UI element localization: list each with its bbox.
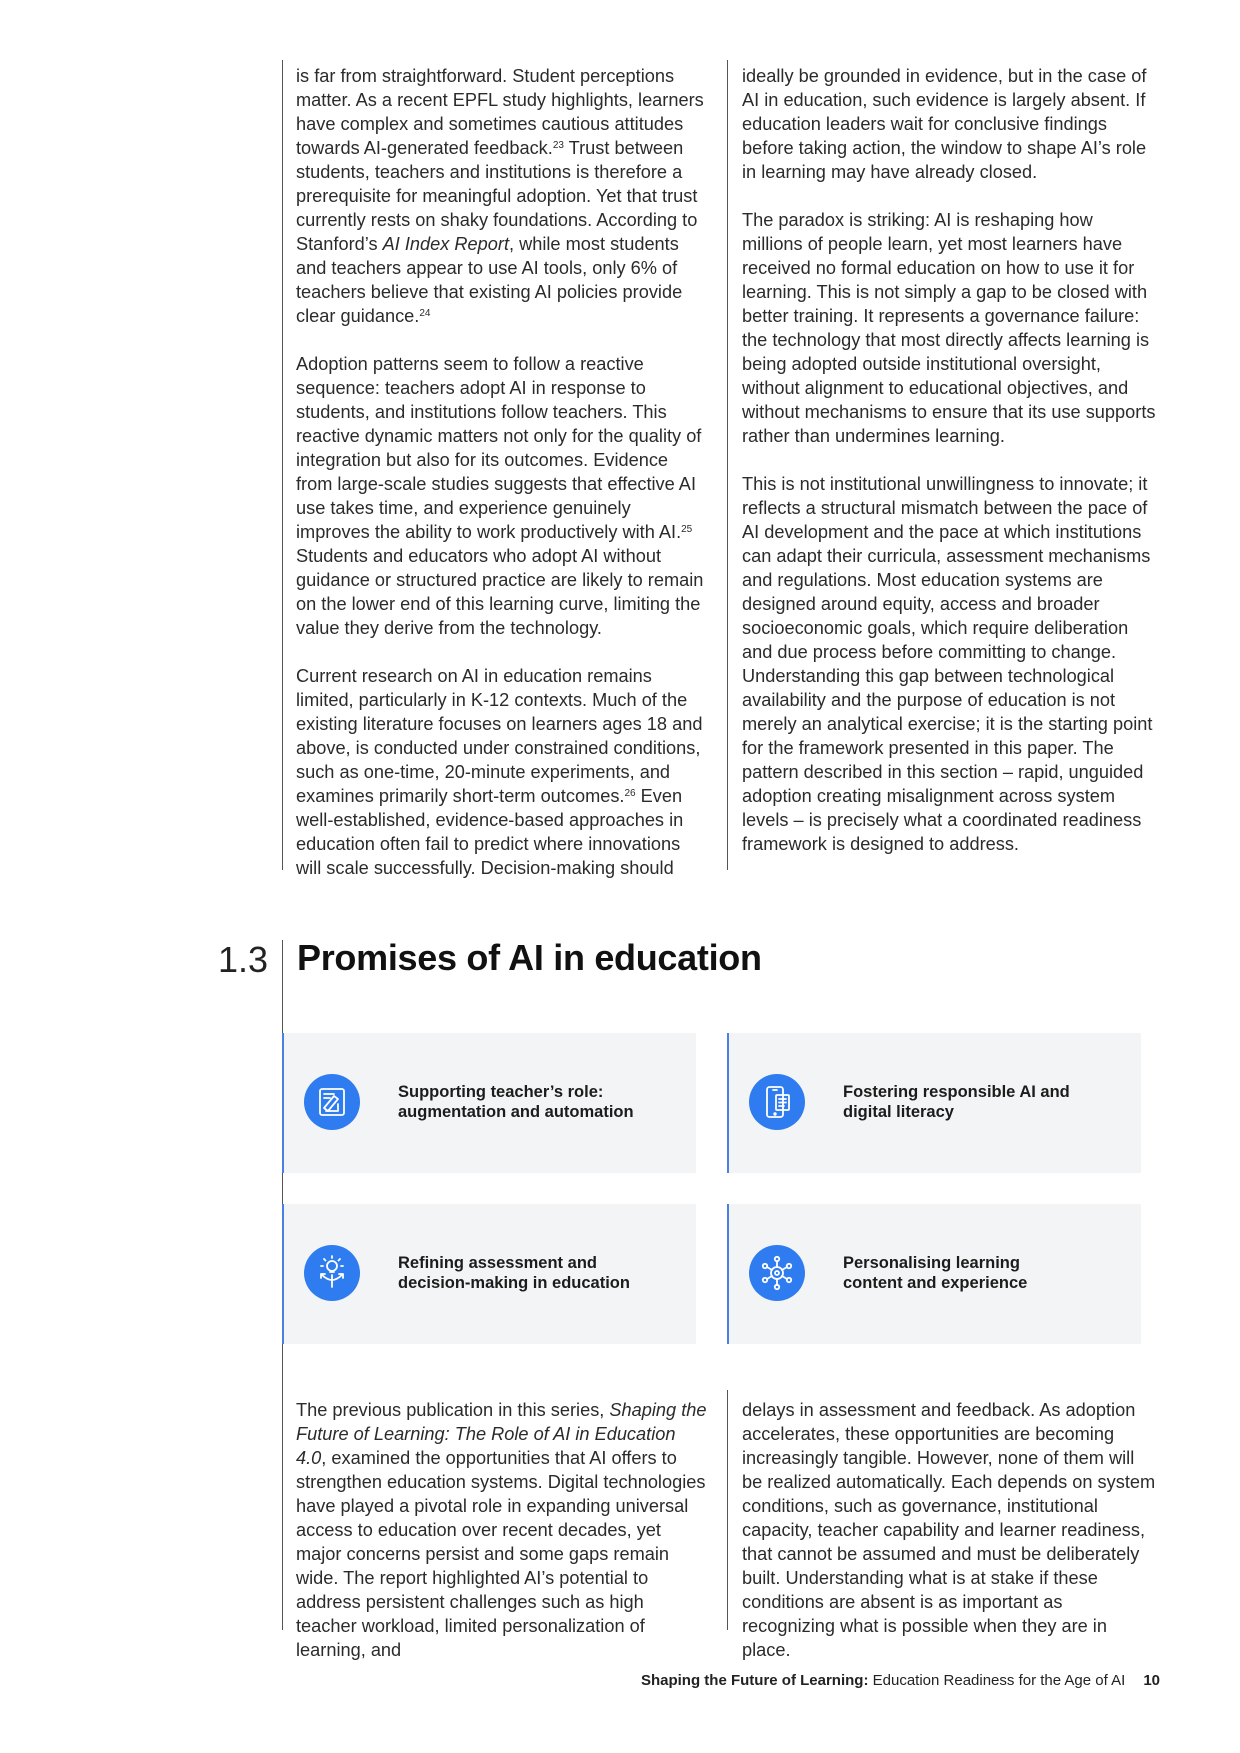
- section-rule: [282, 940, 283, 1030]
- column-rule-right-bottom: [727, 1390, 728, 1630]
- network-gear-icon: [749, 1245, 805, 1301]
- mobile-document-icon: [749, 1074, 805, 1130]
- promise-card-personalising: [727, 1204, 1141, 1344]
- paragraph: The paradox is striking: AI is reshaping how millions of people learn, yet most learners have received no formal education on how to use it for learning. This is not simply a gap to be closed with better training. It represents a governance failure: the technology that most directly affects learning is being adopted outside institutional oversight, without alignment to educational objectives, and without mechanisms to ensure that its use supports rather than undermines learning.: [742, 210, 1156, 446]
- paragraph: Adoption patterns seem to follow a reactive sequence: teachers adopt AI in response to students, and institutions follow teachers. This reactive dynamic matters not only for the quality of integration but also for its outcomes. Evidence from large-scale studies suggests that effective AI use takes time, and experience genuinely improves the ability to work productively with AI.$^{25}$ Students and educators who adopt AI without guidance or structured practice are likely to remain on the lower end of this learning curve, limiting the value they derive from the technology.: [296, 354, 704, 638]
- page-number: 10: [1143, 1672, 1160, 1689]
- card-label: Refining assessment and decision-making in education: [398, 1254, 630, 1292]
- promise-card-teacher-role: [282, 1033, 696, 1173]
- paragraph: is far from straightforward. Student perceptions matter. As a recent EPFL study highlights, learners have complex and sometimes cautious attitudes towards AI-generated feedback.$^{23}$ Trust between students, teachers and institutions is therefore a prerequisite for meaningful adoption. Yet that trust currently rests on shaky foundations. According to Stanford’s AI Index Report, while most students and teachers appear to use AI tools, only 6% of teachers believe that existing AI policies provide clear guidance.$^{24}$: [296, 66, 704, 326]
- lightbulb-arrows-icon: [304, 1245, 360, 1301]
- top-left-column: [296, 64, 706, 880]
- promise-card-responsible-ai: [727, 1033, 1141, 1173]
- card-label: Personalising learning content and experience: [843, 1254, 1028, 1292]
- promise-card-assessment: [282, 1204, 696, 1344]
- footer-subtitle: Education Readiness for the Age of AI: [868, 1672, 1126, 1689]
- bottom-left-column: [296, 1398, 708, 1662]
- card-label: Supporting teacher’s role: augmentation and automation: [398, 1083, 634, 1121]
- bottom-right-column: [742, 1398, 1158, 1662]
- card-label: Fostering responsible AI and digital literacy: [843, 1083, 1070, 1121]
- paragraph: Current research on AI in education remains limited, particularly in K-12 contexts. Much of the existing literature focuses on learners ages 18 and above, is conducted under constrained conditions, such as one-time, 20-minute experiments, and examines primarily short-term outcomes.$^{26}$ Even well-established, evidence-based approaches in education often fail to predict where innovations will scale successfully. Decision-making should: [296, 666, 703, 878]
- section-number: 1.3: [218, 939, 269, 980]
- paragraph: This is not institutional unwillingness to innovate; it reflects a structural mismatch between the pace of AI development and the pace at which institutions can adapt their curricula, assessment mechanisms and regulations. Most education systems are designed around equity, access and broader socioeconomic goals, which require deliberation and due process before committing to change. Understanding this gap between technological availability and the purpose of education is not merely an analytical exercise; it is the starting point for the framework presented in this paper. The pattern described in this section – rapid, unguided adoption creating misalignment across system levels – is precisely what a coordinated readiness framework is designed to address.: [742, 474, 1153, 854]
- paragraph: The previous publication in this series, Shaping the Future of Learning: The Role of AI in Education 4.0, examined the opportunities that AI offers to strengthen education systems. Digital technologies have played a pivotal role in expanding universal access to education over recent decades, yet major concerns persist and some gaps remain wide. The report highlighted AI’s potential to address persistent challenges such as high teacher workload, limited personalization of learning, and: [296, 1400, 707, 1660]
- footer-title: Shaping the Future of Learning:: [640, 1672, 869, 1689]
- paragraph: ideally be grounded in evidence, but in the case of AI in education, such evidence is largely absent. If education leaders wait for conclusive findings before taking action, the window to shape AI’s role in learning may have already closed.: [742, 66, 1147, 182]
- top-right-column: [742, 64, 1158, 856]
- paragraph: delays in assessment and feedback. As adoption accelerates, these opportunities are becoming increasingly tangible. However, none of them will be realized automatically. Each depends on system conditions, such as governance, institutional capacity, teacher capability and learner readiness, that cannot be assumed and must be deliberately built. Understanding what is at stake if these conditions are absent is as important as recognizing what is possible when they are in place.: [742, 1400, 1156, 1660]
- column-rule-left-top: [282, 60, 283, 870]
- tablet-pen-icon: [304, 1074, 360, 1130]
- column-rule-right-top: [727, 60, 728, 870]
- section-title: Promises of AI in education: [297, 937, 762, 978]
- page-footer: [641, 1672, 1160, 1689]
